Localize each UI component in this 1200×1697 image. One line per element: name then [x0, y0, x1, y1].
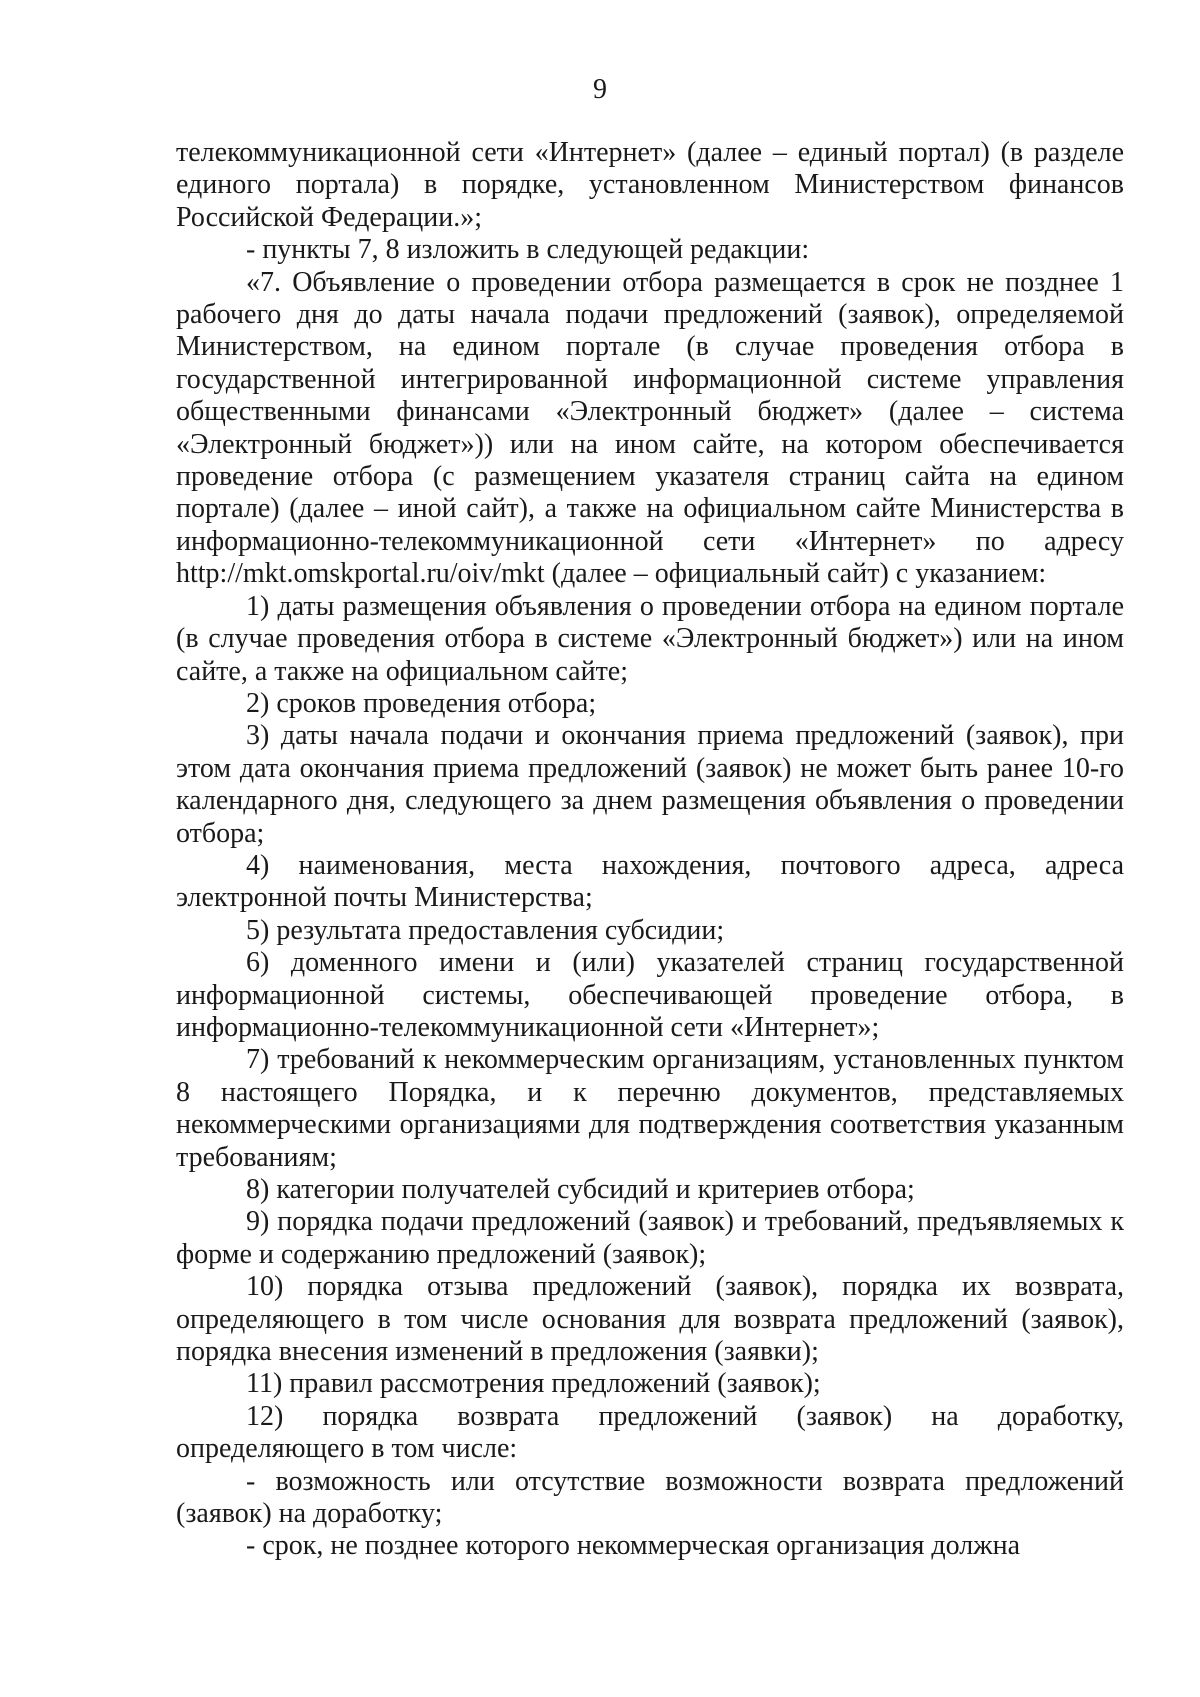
paragraph: 12) порядка возврата предложений (заявок) на доработку, определяющего в том числе:: [176, 1400, 1124, 1465]
paragraph: 1) даты размещения объявления о проведении отбора на едином портале (в случае проведения отбора в системе «Электронный бюджет») или на ином сайте, а также на официальном сайте;: [176, 590, 1124, 687]
paragraph: 11) правил рассмотрения предложений (заявок);: [246, 1368, 821, 1400]
paragraph: - возможность или отсутствие возможности возврата предложений (заявок) на доработку;: [176, 1465, 1124, 1530]
paragraph: 7) требований к некоммерческим организациям, установленных пунктом 8 настоящего Порядка, и к перечню документов, представляемых некоммерческими организациями для подтверждения соответствия указанным требованиям;: [176, 1044, 1124, 1173]
paragraph: 5) результата предоставления субсидии;: [246, 914, 725, 946]
paragraph: 4) наименования, места нахождения, почтового адреса, адреса электронной почты Министерства;: [176, 849, 1124, 914]
paragraph: 3) даты начала подачи и окончания приема предложений (заявок), при этом дата окончания приема предложений (заявок) не может быть ранее 10-го календарного дня, следующего за днем размещения объявления о проведении отбора;: [176, 720, 1124, 849]
paragraph: «7. Объявление о проведении отбора размещается в срок не позднее 1 рабочего дня до даты начала подачи предложений (заявок), определяемой Министерством, на едином портале (в случае проведения отбора в государственной интегрированной информационной системе управления общественными финансами «Электронный бюджет» (далее – система «Электронный бюджет»)) или на ином сайте, на котором обеспечивается проведение отбора (с размещением указателя страниц сайта на едином портале) (далее – иной сайт), а также на официальном сайте Министерства в информационно-телекоммуникационной сети «Интернет» по адресу http://mkt.omskportal.ru/oiv/mkt (далее – официальный сайт) с указанием:: [176, 266, 1124, 590]
page-number: 9: [593, 74, 607, 105]
paragraph: - пункты 7, 8 изложить в следующей редакции:: [246, 234, 810, 266]
paragraph: 10) порядка отзыва предложений (заявок), порядка их возврата, определяющего в том числе основания для возврата предложений (заявок), порядка внесения изменений в предложения (заявки);: [176, 1271, 1124, 1368]
paragraph: 2) сроков проведения отбора;: [246, 687, 597, 719]
paragraph: 8) категории получателей субсидий и критериев отбора;: [246, 1174, 915, 1205]
paragraph: - срок, не позднее которого некоммерческая организация должна: [246, 1530, 1021, 1562]
paragraph: телекоммуникационной сети «Интернет» (далее – единый портал) (в разделе единого портала) в порядке, установленном Министерством финансов Российской Федерации.»;: [176, 137, 1124, 233]
paragraph: 9) порядка подачи предложений (заявок) и требований, предъявляемых к форме и содержанию предложений (заявок);: [176, 1206, 1124, 1270]
document-body: [176, 137, 1124, 1563]
paragraph: 6) доменного имени и (или) указателей страниц государственной информационной системы, обеспечивающей проведение отбора, в информационно-телекоммуникационной сети «Интернет»;: [176, 947, 1124, 1043]
